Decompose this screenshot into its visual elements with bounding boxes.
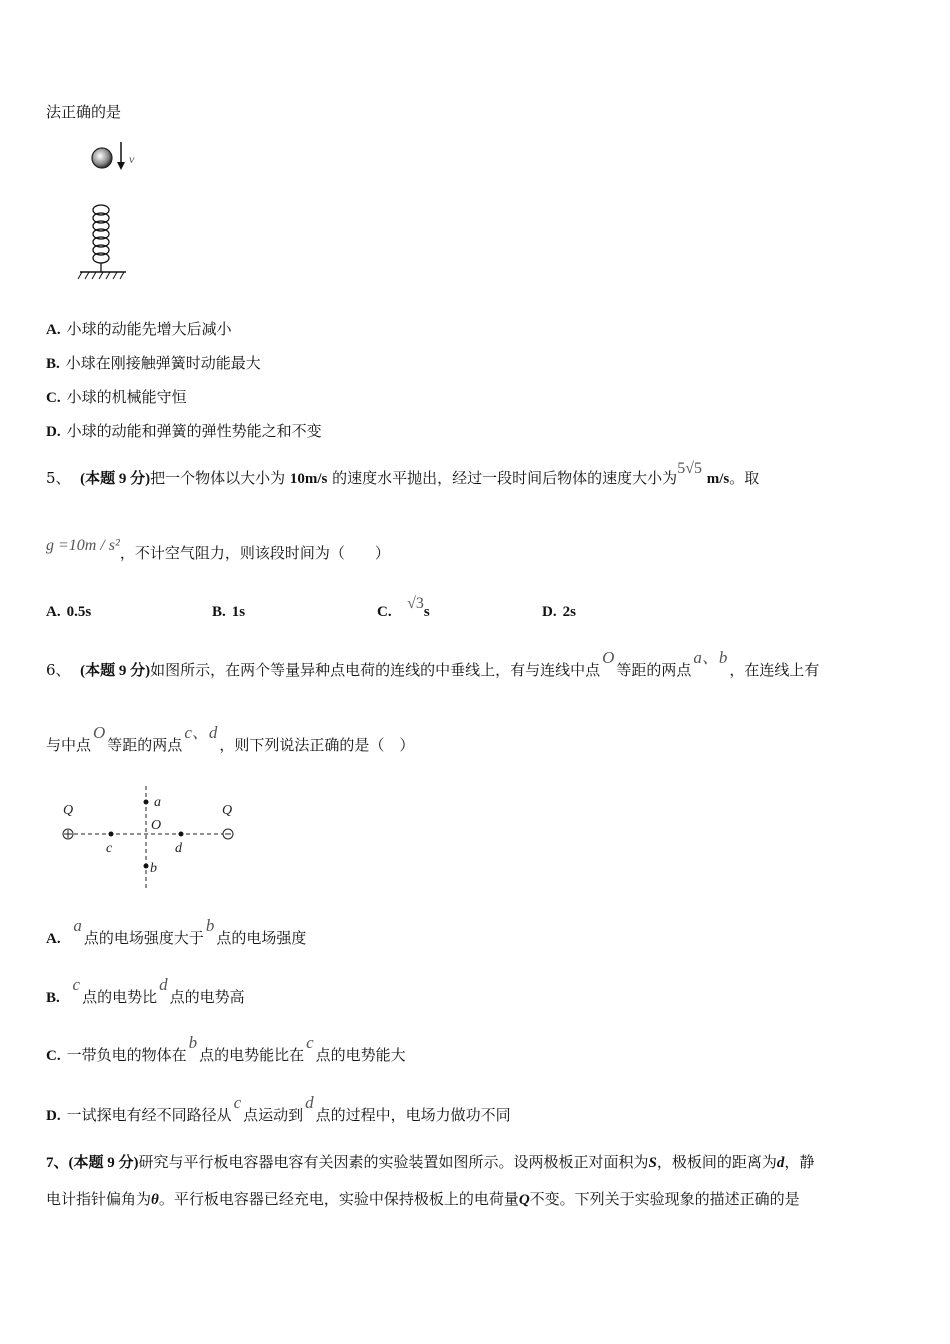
question-5-line1: 5、 (本题 9 分)把一个物体以大小为 10m/s 的速度水平抛出，经过一段时间后物体的速度大小为5√5 m/s。取 [46, 460, 760, 487]
option-a[interactable]: A. a点的电场强度大于b点的电场强度 [46, 916, 307, 947]
question-6-line1: 6、 (本题 9 分)如图所示，在两个等量异种点电荷的连线的中垂线上，有与连线中点O等距的两点a、b，在连线上有 [46, 648, 820, 679]
svg-text:b: b [150, 861, 157, 876]
option-c[interactable]: C. 一带负电的物体在b点的电势能比在c点的电势能大 [46, 1033, 406, 1064]
ball-icon [92, 148, 112, 168]
question-6-line2: 与中点O等距的两点c、d，则下列说法正确的是（ ） [46, 723, 415, 754]
svg-text:c: c [106, 841, 113, 856]
svg-text:Q: Q [63, 803, 74, 818]
svg-text:Q: Q [222, 803, 233, 818]
option-d[interactable]: D. 2s [542, 604, 576, 620]
svg-text:a: a [154, 795, 161, 810]
option-b[interactable]: B. c点的电势比d点的电势高 [46, 975, 245, 1006]
ball-spring-figure [74, 138, 144, 288]
question-5-line2: g =10m / s²，不计空气阻力，则该段时间为（ ） [46, 537, 390, 562]
option-c[interactable]: C. 小球的机械能守恒 [46, 388, 187, 406]
svg-text:d: d [175, 841, 182, 856]
spring-icon [93, 205, 109, 272]
question-text: 法正确的是 [46, 103, 122, 121]
charge-diagram [55, 782, 245, 892]
option-d[interactable]: D. 小球的动能和弹簧的弹性势能之和不变 [46, 422, 322, 440]
option-a[interactable]: A. 小球的动能先增大后减小 [46, 320, 232, 338]
option-d[interactable]: D. 一试探电有经不同路径从c点运动到d点的过程中，电场力做功不同 [46, 1093, 511, 1124]
question-7-line1: 7、(本题 9 分)研究与平行板电容器电容有关因素的实验装置如图所示。设两极板正对面积为S，极板间的距离为d，静 [46, 1153, 815, 1171]
svg-text:O: O [151, 818, 162, 833]
question-7-line2: 电计指针偏角为θ。平行板电容器已经充电，实验中保持极板上的电荷量Q不变。下列关于实验现象的描述正确的是 [46, 1190, 800, 1208]
arrow-down-icon [117, 162, 125, 170]
option-a[interactable]: A. 0.5s [46, 604, 92, 620]
option-c[interactable]: C. √3s [377, 595, 430, 620]
svg-text:v: v [129, 152, 135, 166]
option-b[interactable]: B. 小球在刚接触弹簧时动能最大 [46, 354, 261, 372]
option-b[interactable]: B. 1s [212, 604, 246, 620]
